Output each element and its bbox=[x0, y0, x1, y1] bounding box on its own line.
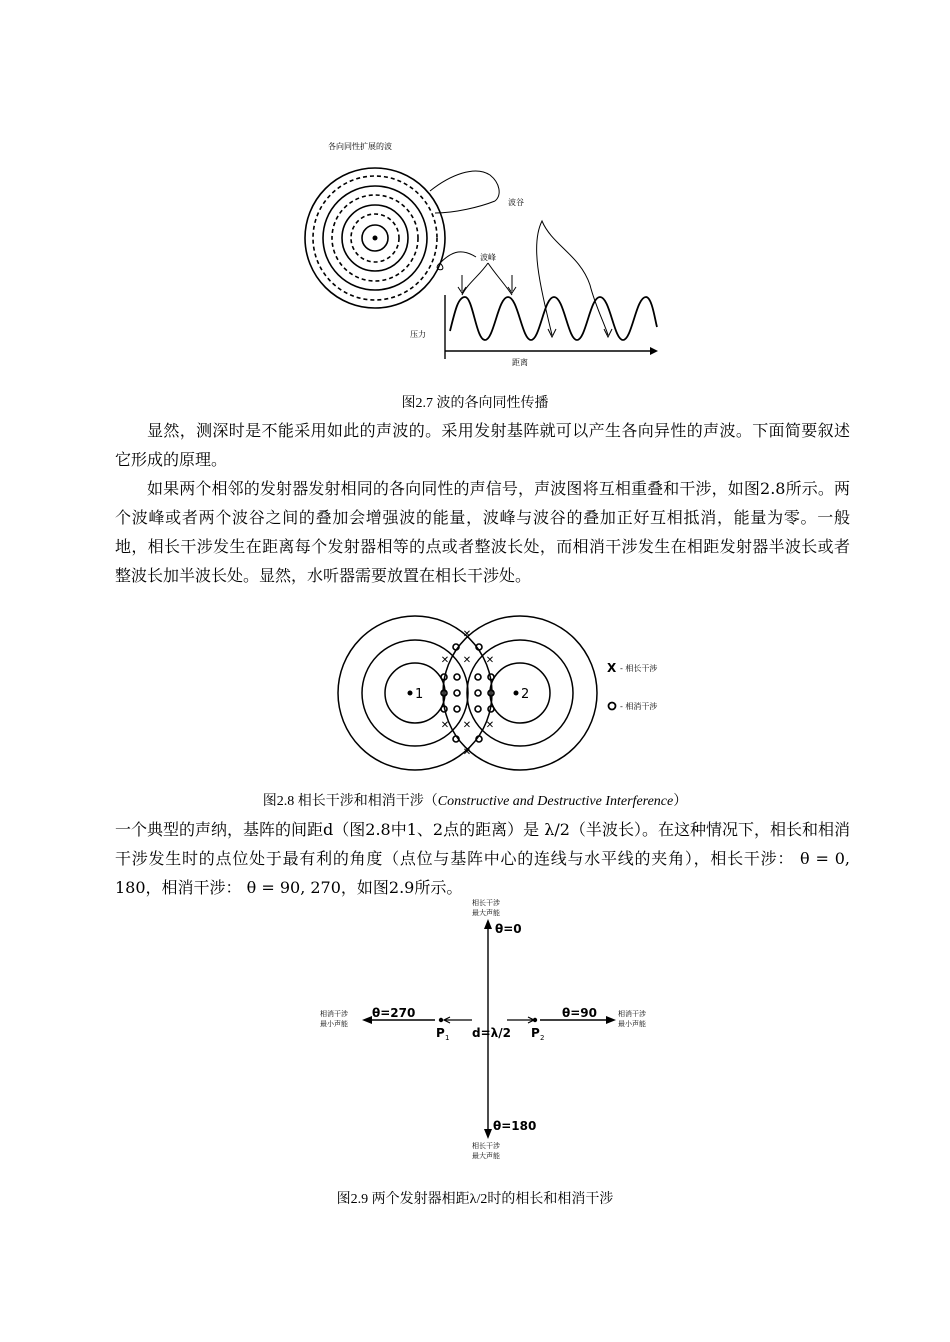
figure-2-8-caption bbox=[0, 790, 950, 810]
top-label-2: 最大声能 bbox=[472, 909, 500, 917]
top-label-1: 相长干涉 bbox=[472, 899, 500, 907]
caption-english: Constructive and Destructive Interference bbox=[437, 794, 674, 809]
svg-text:✕: ✕ bbox=[440, 655, 450, 666]
arrow-up bbox=[484, 919, 492, 929]
source-1-dot bbox=[408, 691, 413, 696]
legend-destructive-text: - 相消干涉 bbox=[620, 702, 658, 711]
caption-suffix: ） bbox=[673, 794, 688, 809]
arrow-down bbox=[484, 1129, 492, 1139]
legend-destructive-symbol bbox=[609, 703, 616, 710]
arrow-right bbox=[606, 1016, 616, 1024]
theta-0-label: θ=0 bbox=[495, 922, 522, 936]
spacing-label: d=λ/2 bbox=[472, 1026, 511, 1040]
right-label-1: 相消干涉 bbox=[618, 1010, 646, 1018]
y-axis-label: 压力 bbox=[410, 330, 426, 339]
svg-text:✕: ✕ bbox=[462, 720, 472, 731]
left-label-2: 最小声能 bbox=[320, 1020, 348, 1028]
right-label-2: 最小声能 bbox=[618, 1020, 646, 1028]
figure-2-7-caption: 图2.7 波的各向同性传播 bbox=[401, 396, 549, 411]
caption-prefix: 图2.8 相长干涉和相消干涉（ bbox=[262, 794, 438, 809]
wave-source-dot bbox=[373, 236, 378, 241]
fig27-title-label: 各向同性扩展的波 bbox=[328, 142, 392, 151]
p2-sub: 2 bbox=[540, 1034, 545, 1042]
p2-label: P bbox=[531, 1026, 540, 1040]
x-axis-label: 距离 bbox=[512, 358, 528, 367]
x-axis-arrowhead bbox=[650, 347, 658, 355]
source-2-dot bbox=[514, 691, 519, 696]
svg-text:✕: ✕ bbox=[462, 747, 472, 758]
crest-pointer bbox=[437, 221, 612, 337]
svg-text:✕: ✕ bbox=[485, 655, 495, 666]
figure-2-9-caption: 图2.9 两个发射器相距λ/2时的相长和相消干涉 bbox=[336, 1192, 614, 1207]
svg-text:✕: ✕ bbox=[440, 720, 450, 731]
crest-label: 波峰 bbox=[480, 253, 496, 262]
theta-180-label: θ=180 bbox=[493, 1119, 537, 1133]
paragraph-3: 一个典型的声纳，基阵的间距d（图2.8中1、2点的距离）是 λ/2（半波长）。在这种情况下，相长和相消干涉发生时的点位处于最有利的角度（点位与基阵中心的连线与水平线的夹角），相长干涉： θ = 0, 180，相消干涉： θ = 90, 270，如图2.9所示。 bbox=[115, 820, 850, 897]
p1-sub: 1 bbox=[445, 1034, 450, 1042]
source-2-label: 2 bbox=[521, 687, 530, 702]
paragraph-2: 如果两个相邻的发射器发射相同的各向同性的声信号，声波图将互相重叠和干涉，如图2.8所示。两个波峰或者两个波谷之间的叠加会增强波的能量，波峰与波谷的叠加正好互相抵消，能量为零。一般地，相长干涉发生在距离每个发射器相等的点或者整波长处，而相消干涉发生在相距发射器半波长或者整波长加半波长处。显然，水听器需要放置在相长干涉处。 bbox=[115, 479, 850, 585]
left-label-1: 相消干涉 bbox=[320, 1010, 348, 1018]
svg-text:✕: ✕ bbox=[485, 720, 495, 731]
source-1-label: 1 bbox=[415, 687, 424, 702]
figure-2-7-isotropic-wave bbox=[290, 135, 670, 370]
figure-2-8-interference bbox=[330, 615, 700, 785]
legend-constructive-symbol: X bbox=[607, 661, 617, 675]
arrow-left bbox=[362, 1016, 372, 1024]
paragraph-1: 显然，测深时是不能采用如此的声波的。采用发射基阵就可以产生各向异性的声波。下面简要叙述它形成的原理。 bbox=[115, 421, 850, 469]
trough-label: 波谷 bbox=[508, 198, 524, 207]
trough-pointer bbox=[430, 171, 499, 213]
svg-text:✕: ✕ bbox=[462, 655, 472, 666]
theta-270-label: θ=270 bbox=[372, 1006, 416, 1020]
bottom-label-2: 最大声能 bbox=[472, 1152, 500, 1160]
p2-dot bbox=[533, 1018, 537, 1022]
p1-label: P bbox=[436, 1026, 445, 1040]
figure-2-9-directivity bbox=[300, 895, 670, 1165]
svg-text:✕: ✕ bbox=[462, 629, 472, 640]
pressure-wave-plot bbox=[410, 295, 658, 367]
theta-90-label: θ=90 bbox=[562, 1006, 597, 1020]
p1-dot bbox=[439, 1018, 443, 1022]
bottom-label-1: 相长干涉 bbox=[472, 1142, 500, 1150]
legend-constructive-text: - 相长干涉 bbox=[620, 664, 658, 673]
